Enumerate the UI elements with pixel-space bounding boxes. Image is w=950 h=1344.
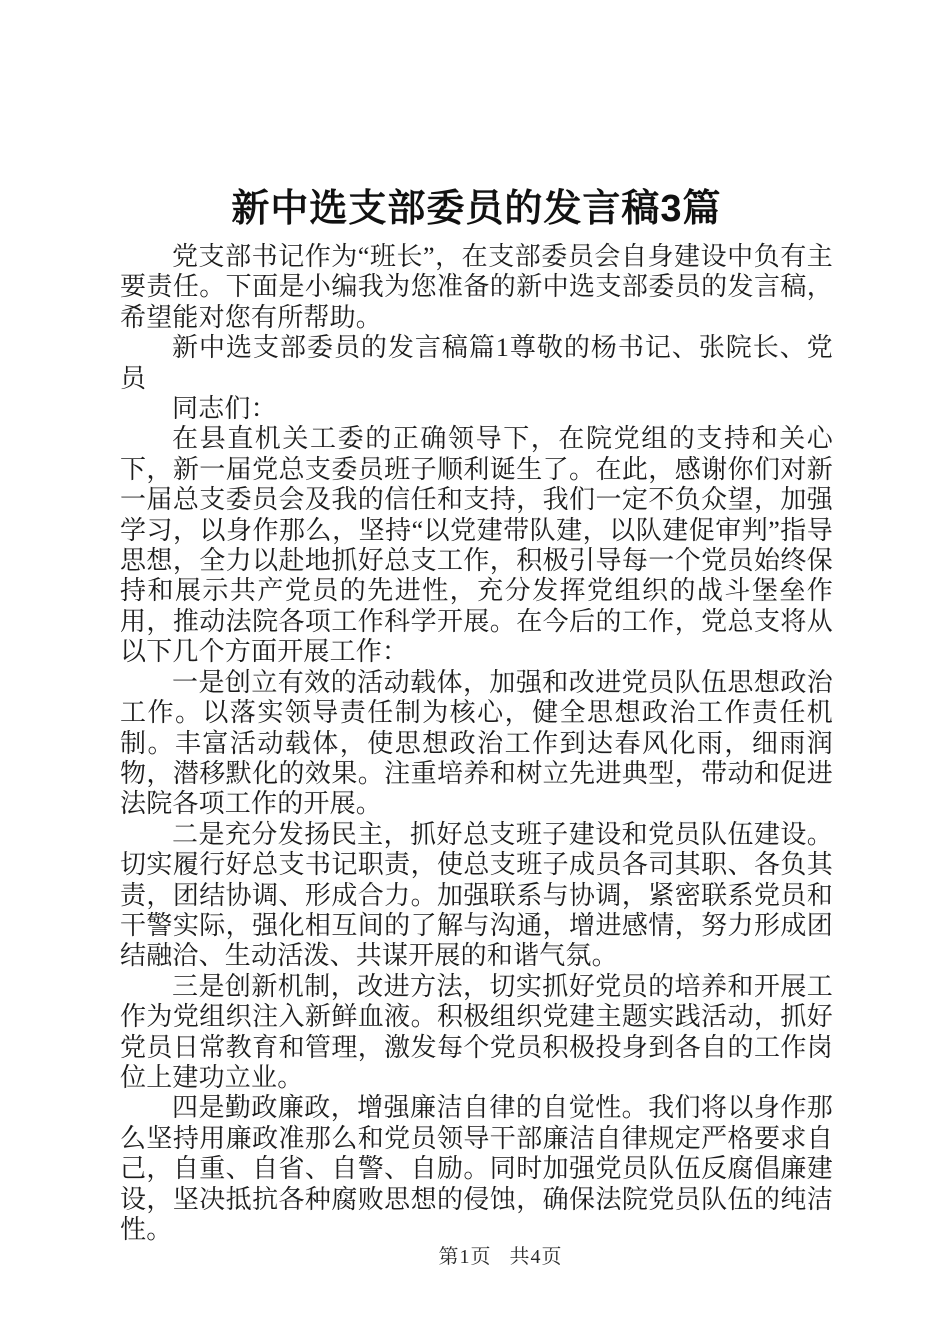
paragraph-speech-heading: 新中选支部委员的发言稿篇1尊敬的杨书记、张院长、党员	[120, 333, 833, 393]
paragraph-point-2: 二是充分发扬民主，抓好总支班子建设和党员队伍建设。切实履行好总支书记职责，使总支班子成员各司其职、各负其责，团结协调、形成合力。加强联系与协调，紧密联系党员和干警实际，强化相互间的了解与沟通，增进感情，努力形成团结融洽、生动活泼、共谋开展的和谐气氛。	[120, 819, 833, 971]
page-footer	[120, 1240, 833, 1269]
page-number-label: 第1页	[438, 1246, 492, 1268]
document-content	[120, 186, 833, 1245]
paragraph-point-1: 一是创立有效的活动载体，加强和改进党员队伍思想政治工作。以落实领导责任制为核心，健全思想政治工作责任机制。丰富活动载体，使思想政治工作到达春风化雨，细雨润物，潜移默化的效果。注重培养和树立先进典型，带动和促进法院各项工作的开展。	[120, 667, 833, 819]
page-total-label: 共4页	[509, 1246, 563, 1268]
paragraph-point-3: 三是创新机制，改进方法，切实抓好党员的培养和开展工作为党组织注入新鲜血液。积极组织党建主题实践活动，抓好党员日常教育和管理，激发每个党员积极投身到各自的工作岗位上建功立业。	[120, 971, 833, 1092]
document-title: 新中选支部委员的发言稿3篇	[231, 188, 722, 230]
paragraph-salutation: 同志们：	[172, 394, 277, 424]
paragraph-opening: 在县直机关工委的正确领导下，在院党组的支持和关心下，新一届党总支委员班子顺利诞生了。在此，感谢你们对新一届总支委员会及我的信任和支持，我们一定不负众望，加强学习，以身作那么，坚持“以党建带队建，以队建促审判”指导思想，全力以赴地抓好总支工作，积极引导每一个党员始终保持和展示共产党员的先进性，充分发挥党组织的战斗堡垒作用，推动法院各项工作科学开展。在今后的工作，党总支将从以下几个方面开展工作：	[120, 424, 833, 667]
paragraph-intro: 党支部书记作为“班长”，在支部委员会自身建设中负有主要责任。下面是小编我为您准备的新中选支部委员的发言稿，希望能对您有所帮助。	[120, 242, 833, 332]
paragraph-point-4: 四是勤政廉政，增强廉洁自律的自觉性。我们将以身作那么坚持用廉政准那么和党员领导干部廉洁自律规定严格要求自己，自重、自省、自警、自励。同时加强党员队伍反腐倡廉建设，坚决抵抗各种腐败思想的侵蚀，确保法院党员队伍的纯洁性。	[120, 1093, 833, 1244]
